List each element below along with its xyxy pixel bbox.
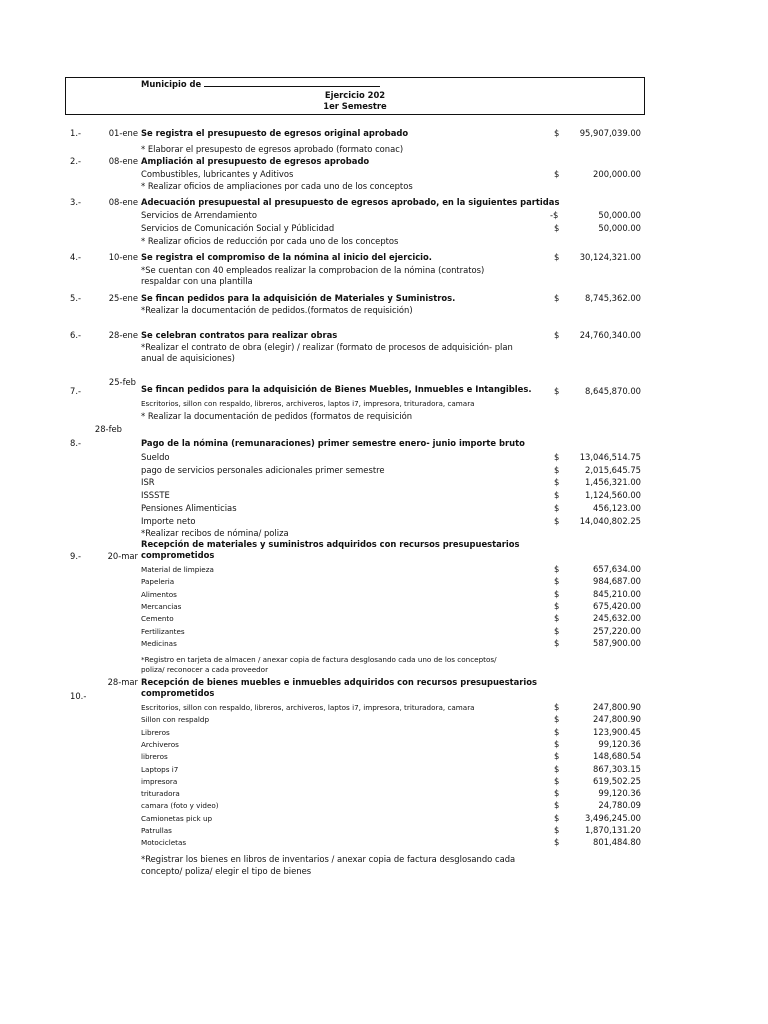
entry-3-currency-1: -$ <box>550 210 559 220</box>
e9-row-3-currency: $ <box>554 588 560 599</box>
e10-row-8-amount: 99,120.36 <box>598 788 641 799</box>
e10-row-9-currency: $ <box>554 800 560 811</box>
entry-4-date: 10-ene <box>108 252 138 262</box>
e9-row-2-label: Papeleria <box>141 577 175 587</box>
entry-6-date: 28-ene <box>108 330 138 340</box>
entry-1-title: Se registra el presupuesto de egresos original aprobado <box>141 128 409 138</box>
e10-row-1-label: Escritorios, sillon con respaldo, libreros, archiveros, laptos i7, impresora, trituradora, camara <box>141 703 475 712</box>
e10-row-6-label: Laptops i7 <box>141 764 179 774</box>
entry-1-date: 01-ene <box>108 128 138 138</box>
e9-row-6-amount: 257,220.00 <box>593 625 641 636</box>
entry-5-amount: 8,745,362.00 <box>585 293 641 303</box>
entry-10-date: 28-mar <box>107 677 138 687</box>
e8-row-6-amount: 14,040,802.25 <box>579 515 641 526</box>
entry-2-date: 08-ene <box>108 156 138 166</box>
entry-7-amount: 8,645,870.00 <box>585 386 641 396</box>
entry-3-line-1: Servicios de Arrendamiento <box>141 210 257 220</box>
entry-10-number: 10.- <box>70 691 87 701</box>
e10-row-6-currency: $ <box>554 763 560 774</box>
entry-3-amount-1: 50,000.00 <box>598 210 641 220</box>
e8-row-4-amount: 1,124,560.00 <box>585 490 641 501</box>
entry-4-title: Se registra el compromiso de la nómina al inicio del ejercicio. <box>141 252 432 262</box>
e9-row-5-label: Cemento <box>141 614 174 624</box>
e10-row-5-label: libreros <box>141 752 168 762</box>
e9-row-1-amount: 657,634.00 <box>593 564 641 574</box>
e10-row-9-label: camara (foto y video) <box>141 801 219 811</box>
e10-row-2-label: Sillon con respaldp <box>141 715 210 725</box>
e10-row-9-amount: 24,780.09 <box>598 800 641 811</box>
e10-row-3-label: Libreros <box>141 727 170 737</box>
entry-3-currency-2: $ <box>554 223 560 233</box>
e9-row-2-currency: $ <box>554 576 560 587</box>
e9-row-1-currency: $ <box>554 564 560 574</box>
municipio-blank-line <box>204 79 380 87</box>
ejercicio-title: Ejercicio 202 <box>324 90 386 100</box>
e10-row-4-amount: 99,120.36 <box>598 738 641 749</box>
e10-row-2-amount: 247,800.90 <box>593 714 641 725</box>
entry-3-date: 08-ene <box>108 197 138 207</box>
e8-row-3-label: ISR <box>141 477 155 488</box>
entry-5-number: 5.- <box>70 293 82 303</box>
e10-row-11-currency: $ <box>554 825 560 835</box>
e8-row-1-amount: 13,046,514.75 <box>579 452 641 462</box>
e9-row-7-amount: 587,900.00 <box>593 637 641 648</box>
entry-2-title: Ampliación al presupuesto de egresos aprobado <box>141 156 370 166</box>
entry-7-note: * Realizar la documentación de pedidos (formatos de requisición <box>141 411 413 421</box>
e10-row-5-currency: $ <box>554 751 560 762</box>
entry-5-currency: $ <box>554 293 560 303</box>
entry-5-title: Se fincan pedidos para la adquisición de Materiales y Suministros. <box>141 293 456 303</box>
entry-2-note: * Realizar oficios de ampliaciones por cada uno de los conceptos <box>141 181 413 191</box>
e10-row-6-amount: 867,303.15 <box>593 763 641 774</box>
entry-1-note: * Elaborar el presupesto de egresos aprobado (formato conac) <box>141 144 404 154</box>
e8-row-2-label: pago de servicios personales adicionales primer semestre <box>141 464 385 475</box>
e9-row-3-label: Alimentos <box>141 589 177 599</box>
e9-row-7-label: Medicinas <box>141 638 177 648</box>
e9-row-7-currency: $ <box>554 637 560 648</box>
e8-row-1-currency: $ <box>554 452 560 462</box>
entry-4-note-2: respaldar con una plantilla <box>141 276 253 286</box>
entry-1-number: 1.- <box>70 128 82 138</box>
e10-row-8-currency: $ <box>554 788 560 799</box>
e8-row-4-label: ISSSTE <box>141 490 170 501</box>
entry-10-title-1: Recepción de bienes muebles e inmuebles adquiridos con recursos presupuestarios <box>141 677 537 687</box>
entry-4-number: 4.- <box>70 252 82 262</box>
e9-row-5-currency: $ <box>554 613 560 624</box>
entry-10-title-2: comprometidos <box>141 688 215 698</box>
e9-row-5-amount: 245,632.00 <box>593 613 641 624</box>
entry-3-note: * Realizar oficios de reducción por cada uno de los conceptos <box>141 236 399 246</box>
entry-8-date: 28-feb <box>94 424 122 434</box>
e10-row-7-label: impresora <box>141 776 178 786</box>
e10-row-12-label: Motocicletas <box>141 838 187 848</box>
entry-4-note-1: *Se cuentan con 40 empleados realizar la comprobacion de la nómina (contratos) <box>141 265 485 275</box>
e10-row-4-currency: $ <box>554 738 560 749</box>
e10-row-3-currency: $ <box>554 726 560 737</box>
entry-1-amount: 95,907,039.00 <box>579 128 641 138</box>
e8-row-4-currency: $ <box>554 490 560 501</box>
e10-row-7-currency: $ <box>554 775 560 786</box>
e9-row-4-amount: 675,420.00 <box>593 600 641 611</box>
entry-9-note-1: *Registro en tarjeta de almacen / anexar copia de factura desglosando cada uno de los conceptos/ <box>141 655 497 664</box>
e9-row-3-amount: 845,210.00 <box>593 588 641 599</box>
entry-6-title: Se celebran contratos para realizar obras <box>141 330 338 340</box>
e10-row-2-currency: $ <box>554 714 560 725</box>
entry-2-number: 2.- <box>70 156 82 166</box>
e8-row-5-label: Pensiones Alimenticias <box>141 502 237 513</box>
e8-row-3-amount: 1,456,321.00 <box>585 477 641 488</box>
entry-2-currency: $ <box>554 169 560 179</box>
e10-row-8-label: trituradora <box>141 789 180 799</box>
e8-row-2-amount: 2,015,645.75 <box>585 464 641 475</box>
entry-7-currency: $ <box>554 386 560 396</box>
e10-row-12-currency: $ <box>554 837 560 848</box>
e9-row-6-label: Fertilizantes <box>141 626 185 636</box>
entry-9-number: 9.- <box>70 551 82 561</box>
entry-9-date: 20-mar <box>107 551 138 561</box>
entry-10-note-2: concepto/ poliza/ elegir el tipo de bienes <box>141 866 312 876</box>
e10-row-7-amount: 619,502.25 <box>593 775 641 786</box>
entry-6-note-1: *Realizar el contrato de obra (elegir) / realizar (formato de procesos de adquisición- plan <box>141 342 513 352</box>
entry-3-title: Adecuación presupuestal al presupuesto de egresos aprobado, en la siguientes partidas <box>141 197 560 207</box>
entry-8-title: Pago de la nómina (remunaraciones) primer semestre enero- junio importe bruto <box>141 438 525 448</box>
e10-row-12-amount: 801,484.80 <box>593 837 641 848</box>
e8-row-3-currency: $ <box>554 477 560 488</box>
entry-1-currency: $ <box>554 128 560 138</box>
entry-3-amount-2: 50,000.00 <box>598 223 641 233</box>
entry-4-currency: $ <box>554 252 560 262</box>
entry-6-currency: $ <box>554 330 560 340</box>
e10-row-10-label: Camionetas pick up <box>141 813 213 823</box>
e10-row-3-amount: 123,900.45 <box>593 726 641 737</box>
entry-4-amount: 30,124,321.00 <box>579 252 641 262</box>
entry-10-note-1: *Registrar los bienes en libros de inventarios / anexar copia de factura desglosando cada <box>141 854 516 864</box>
e10-row-10-currency: $ <box>554 812 560 823</box>
semestre-title: 1er Semestre <box>323 101 387 111</box>
e9-row-4-currency: $ <box>554 600 560 611</box>
entry-7-title: Se fincan pedidos para la adquisición de Bienes Muebles, Inmuebles e Intangibles. <box>141 384 532 394</box>
entry-2-line: Combustibles, lubricantes y Aditivos <box>141 169 294 179</box>
e8-row-2-currency: $ <box>554 464 560 475</box>
e10-row-10-amount: 3,496,245.00 <box>585 812 641 823</box>
e10-row-4-label: Archiveros <box>141 739 179 749</box>
e10-row-11-amount: 1,870,131.20 <box>585 825 641 835</box>
e9-row-2-amount: 984,687.00 <box>593 576 641 587</box>
entry-3-number: 3.- <box>70 197 82 207</box>
e10-row-1-amount: 247,800.90 <box>593 702 641 712</box>
e8-row-5-amount: 456,123.00 <box>593 502 641 513</box>
e9-row-4-label: Mercancias <box>141 601 182 611</box>
e8-row-6-currency: $ <box>554 515 560 526</box>
e9-row-1-label: Material de limpieza <box>141 565 214 574</box>
entry-7-line: Escritorios, sillon con respaldo, libreros, archiveros, laptos i7, impresora, trituradora, camara <box>141 399 475 408</box>
entry-9-title-1: Recepción de materiales y suministros adquiridos con recursos presupuestarios <box>141 539 520 549</box>
entry-6-note-2: anual de aquisiciones) <box>141 353 235 363</box>
entry-7-date: 25-feb <box>108 377 136 387</box>
e10-row-5-amount: 148,680.54 <box>593 751 641 762</box>
entry-5-note: *Realizar la documentación de pedidos.(formatos de requisición) <box>141 305 413 315</box>
e8-row-5-currency: $ <box>554 502 560 513</box>
e8-row-1-label: Sueldo <box>141 452 170 462</box>
entry-6-amount: 24,760,340.00 <box>579 330 641 340</box>
entry-8-number: 8.- <box>70 438 82 448</box>
e10-row-1-currency: $ <box>554 702 560 712</box>
entry-7-number: 7.- <box>70 386 82 396</box>
e8-row-6-label: Importe neto <box>141 515 196 526</box>
entry-2-amount: 200,000.00 <box>593 169 641 179</box>
entry-6-number: 6.- <box>70 330 82 340</box>
municipio-label: Municipio de <box>141 79 202 89</box>
entry-9-title-2: comprometidos <box>141 550 215 560</box>
e10-row-11-label: Patrullas <box>141 826 172 835</box>
entry-9-note-2: poliza/ reconocer a cada proveedor <box>141 665 269 674</box>
entry-5-date: 25-ene <box>108 293 138 303</box>
municipio-line <box>141 79 380 90</box>
e9-row-6-currency: $ <box>554 625 560 636</box>
entry-8-note: *Realizar recibos de nómina/ poliza <box>141 528 289 538</box>
entry-3-line-2: Servicios de Comunicación Social y Públicidad <box>141 223 335 233</box>
